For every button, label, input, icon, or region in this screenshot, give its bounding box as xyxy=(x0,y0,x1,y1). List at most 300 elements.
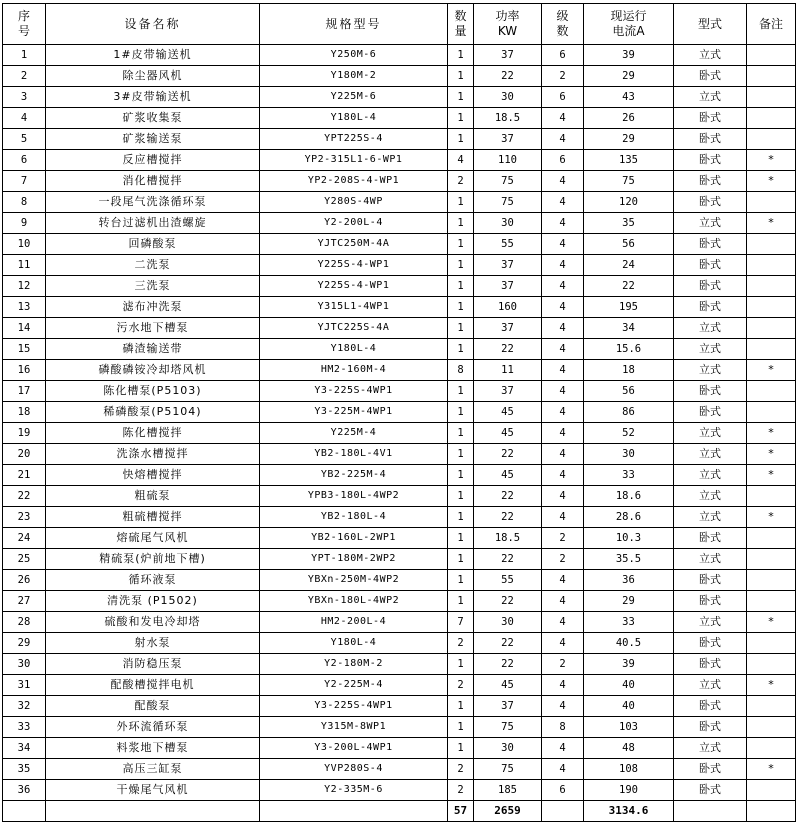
cell-mount: 卧式 xyxy=(674,696,747,717)
cell-qty: 1 xyxy=(448,507,474,528)
cell-qty: 1 xyxy=(448,381,474,402)
cell-name: 熔硫尾气风机 xyxy=(46,528,260,549)
table-row xyxy=(3,297,796,318)
cell-qty: 1 xyxy=(448,318,474,339)
cell-current: 34 xyxy=(584,318,674,339)
cell-name: 配酸槽搅拌电机 xyxy=(46,675,260,696)
cell-mount: 卧式 xyxy=(674,591,747,612)
header-mount: 型式 xyxy=(674,4,747,45)
cell-power: 37 xyxy=(474,45,542,66)
cell-qty: 2 xyxy=(448,759,474,780)
cell-qty: 2 xyxy=(448,675,474,696)
cell-poles: 4 xyxy=(542,297,584,318)
cell-power: 11 xyxy=(474,360,542,381)
cell-mount: 卧式 xyxy=(674,171,747,192)
cell-poles: 4 xyxy=(542,612,584,633)
table-row xyxy=(3,780,796,801)
cell-remark xyxy=(747,486,796,507)
cell-name: 陈化槽搅拌 xyxy=(46,423,260,444)
cell-spec: HM2-200L-4 xyxy=(260,612,448,633)
cell-poles: 4 xyxy=(542,276,584,297)
cell-poles: 4 xyxy=(542,507,584,528)
cell-name: 洗涤水槽搅拌 xyxy=(46,444,260,465)
cell-remark xyxy=(747,780,796,801)
cell-spec: YBXn-180L-4WP2 xyxy=(260,591,448,612)
cell-seq: 8 xyxy=(3,192,46,213)
cell-poles: 4 xyxy=(542,108,584,129)
cell-spec: Y2-200L-4 xyxy=(260,213,448,234)
cell-name: 消防稳压泵 xyxy=(46,654,260,675)
cell-mount: 卧式 xyxy=(674,717,747,738)
cell-spec: Y280S-4WP xyxy=(260,192,448,213)
cell-name: 陈化槽泵(P5103) xyxy=(46,381,260,402)
cell-name: 高压三缸泵 xyxy=(46,759,260,780)
cell-mount: 卧式 xyxy=(674,780,747,801)
table-row xyxy=(3,570,796,591)
table-row xyxy=(3,549,796,570)
table-row xyxy=(3,444,796,465)
cell-mount: 卧式 xyxy=(674,129,747,150)
cell-current: 56 xyxy=(584,234,674,255)
cell-spec: YVP280S-4 xyxy=(260,759,448,780)
table-row xyxy=(3,318,796,339)
header-poles: 级 数 xyxy=(542,4,584,45)
cell-spec: Y180M-2 xyxy=(260,66,448,87)
cell-power: 22 xyxy=(474,591,542,612)
cell-seq: 24 xyxy=(3,528,46,549)
cell-name: 转台过滤机出渣螺旋 xyxy=(46,213,260,234)
cell-power: 160 xyxy=(474,297,542,318)
cell-remark xyxy=(747,297,796,318)
header-qty: 数 量 xyxy=(448,4,474,45)
table-body xyxy=(3,45,796,801)
cell-qty: 7 xyxy=(448,612,474,633)
cell-spec: Y315M-8WP1 xyxy=(260,717,448,738)
cell-qty: 1 xyxy=(448,696,474,717)
cell-seq: 9 xyxy=(3,213,46,234)
cell-current: 29 xyxy=(584,129,674,150)
cell-seq: 5 xyxy=(3,129,46,150)
table-row xyxy=(3,192,796,213)
totals-row xyxy=(3,801,796,822)
cell-mount: 卧式 xyxy=(674,654,747,675)
cell-mount: 立式 xyxy=(674,360,747,381)
cell-spec: Y180L-4 xyxy=(260,339,448,360)
totals-blank xyxy=(46,801,260,822)
cell-name: 滤布冲洗泵 xyxy=(46,297,260,318)
cell-qty: 1 xyxy=(448,738,474,759)
cell-seq: 21 xyxy=(3,465,46,486)
cell-mount: 立式 xyxy=(674,423,747,444)
totals-blank xyxy=(674,801,747,822)
cell-remark xyxy=(747,192,796,213)
cell-power: 22 xyxy=(474,633,542,654)
cell-seq: 28 xyxy=(3,612,46,633)
cell-poles: 4 xyxy=(542,381,584,402)
cell-poles: 4 xyxy=(542,759,584,780)
cell-power: 37 xyxy=(474,696,542,717)
cell-mount: 立式 xyxy=(674,675,747,696)
cell-mount: 立式 xyxy=(674,549,747,570)
cell-spec: YP2-208S-4-WP1 xyxy=(260,171,448,192)
cell-seq: 20 xyxy=(3,444,46,465)
cell-seq: 3 xyxy=(3,87,46,108)
cell-mount: 卧式 xyxy=(674,108,747,129)
cell-qty: 1 xyxy=(448,528,474,549)
totals-blank xyxy=(542,801,584,822)
cell-spec: YB2-160L-2WP1 xyxy=(260,528,448,549)
cell-name: 粗硫槽搅拌 xyxy=(46,507,260,528)
cell-mount: 卧式 xyxy=(674,402,747,423)
cell-remark: * xyxy=(747,759,796,780)
cell-qty: 2 xyxy=(448,633,474,654)
cell-current: 52 xyxy=(584,423,674,444)
header-spec: 规格型号 xyxy=(260,4,448,45)
table-row xyxy=(3,591,796,612)
cell-poles: 4 xyxy=(542,633,584,654)
cell-name: 清洗泵 (P1502) xyxy=(46,591,260,612)
total-power: 2659 xyxy=(474,801,542,822)
cell-qty: 2 xyxy=(448,171,474,192)
cell-poles: 4 xyxy=(542,465,584,486)
cell-mount: 立式 xyxy=(674,507,747,528)
table-row xyxy=(3,738,796,759)
cell-spec: Y225S-4-WP1 xyxy=(260,255,448,276)
cell-seq: 19 xyxy=(3,423,46,444)
cell-power: 30 xyxy=(474,738,542,759)
cell-current: 29 xyxy=(584,66,674,87)
cell-spec: Y225M-6 xyxy=(260,87,448,108)
cell-poles: 6 xyxy=(542,150,584,171)
cell-remark xyxy=(747,570,796,591)
cell-name: 料浆地下槽泵 xyxy=(46,738,260,759)
cell-current: 35.5 xyxy=(584,549,674,570)
cell-remark xyxy=(747,402,796,423)
cell-power: 45 xyxy=(474,465,542,486)
cell-current: 120 xyxy=(584,192,674,213)
cell-current: 28.6 xyxy=(584,507,674,528)
cell-remark xyxy=(747,45,796,66)
cell-name: 一段尾气洗涤循环泵 xyxy=(46,192,260,213)
cell-mount: 卧式 xyxy=(674,66,747,87)
equipment-table xyxy=(2,3,796,822)
cell-mount: 立式 xyxy=(674,465,747,486)
cell-spec: Y2-225M-4 xyxy=(260,675,448,696)
cell-seq: 36 xyxy=(3,780,46,801)
table-row xyxy=(3,717,796,738)
cell-mount: 卧式 xyxy=(674,759,747,780)
cell-mount: 立式 xyxy=(674,87,747,108)
table-row xyxy=(3,360,796,381)
table-row xyxy=(3,507,796,528)
cell-power: 75 xyxy=(474,192,542,213)
cell-qty: 1 xyxy=(448,108,474,129)
cell-seq: 18 xyxy=(3,402,46,423)
cell-power: 18.5 xyxy=(474,108,542,129)
cell-poles: 2 xyxy=(542,549,584,570)
cell-remark: * xyxy=(747,444,796,465)
cell-qty: 1 xyxy=(448,87,474,108)
cell-current: 108 xyxy=(584,759,674,780)
cell-spec: Y225M-4 xyxy=(260,423,448,444)
cell-spec: HM2-160M-4 xyxy=(260,360,448,381)
cell-poles: 4 xyxy=(542,192,584,213)
table-row xyxy=(3,276,796,297)
cell-qty: 1 xyxy=(448,234,474,255)
cell-current: 40 xyxy=(584,696,674,717)
cell-remark xyxy=(747,129,796,150)
cell-current: 22 xyxy=(584,276,674,297)
cell-current: 39 xyxy=(584,654,674,675)
cell-poles: 4 xyxy=(542,591,584,612)
cell-current: 35 xyxy=(584,213,674,234)
cell-spec: Y180L-4 xyxy=(260,108,448,129)
table-row xyxy=(3,486,796,507)
cell-mount: 立式 xyxy=(674,612,747,633)
cell-mount: 卧式 xyxy=(674,570,747,591)
cell-remark: * xyxy=(747,675,796,696)
cell-seq: 33 xyxy=(3,717,46,738)
cell-remark xyxy=(747,276,796,297)
cell-seq: 11 xyxy=(3,255,46,276)
cell-remark: * xyxy=(747,612,796,633)
table-row xyxy=(3,612,796,633)
cell-seq: 16 xyxy=(3,360,46,381)
total-current: 3134.6 xyxy=(584,801,674,822)
cell-current: 33 xyxy=(584,465,674,486)
cell-name: 除尘器风机 xyxy=(46,66,260,87)
cell-power: 75 xyxy=(474,171,542,192)
cell-mount: 卧式 xyxy=(674,150,747,171)
cell-power: 37 xyxy=(474,129,542,150)
cell-qty: 1 xyxy=(448,45,474,66)
cell-qty: 1 xyxy=(448,192,474,213)
cell-remark: * xyxy=(747,465,796,486)
cell-poles: 4 xyxy=(542,696,584,717)
header-name: 设备名称 xyxy=(46,4,260,45)
table-row xyxy=(3,402,796,423)
cell-spec: Y3-200L-4WP1 xyxy=(260,738,448,759)
cell-spec: Y3-225M-4WP1 xyxy=(260,402,448,423)
cell-current: 75 xyxy=(584,171,674,192)
cell-mount: 卧式 xyxy=(674,381,747,402)
cell-name: 矿浆收集泵 xyxy=(46,108,260,129)
cell-spec: YB2-180L-4V1 xyxy=(260,444,448,465)
header-seq: 序 号 xyxy=(3,4,46,45)
cell-qty: 1 xyxy=(448,423,474,444)
cell-current: 15.6 xyxy=(584,339,674,360)
cell-poles: 4 xyxy=(542,360,584,381)
cell-current: 30 xyxy=(584,444,674,465)
cell-name: 磷酸磷铵冷却塔风机 xyxy=(46,360,260,381)
cell-poles: 6 xyxy=(542,780,584,801)
cell-current: 135 xyxy=(584,150,674,171)
cell-current: 39 xyxy=(584,45,674,66)
cell-name: 精硫泵(炉前地下槽) xyxy=(46,549,260,570)
table-row xyxy=(3,66,796,87)
cell-power: 22 xyxy=(474,66,542,87)
cell-current: 18.6 xyxy=(584,486,674,507)
cell-seq: 15 xyxy=(3,339,46,360)
cell-seq: 27 xyxy=(3,591,46,612)
cell-name: 稀磷酸泵(P5104) xyxy=(46,402,260,423)
table-row xyxy=(3,87,796,108)
cell-power: 45 xyxy=(474,402,542,423)
totals-blank xyxy=(260,801,448,822)
cell-power: 110 xyxy=(474,150,542,171)
cell-qty: 1 xyxy=(448,549,474,570)
cell-name: 干燥尾气风机 xyxy=(46,780,260,801)
cell-qty: 1 xyxy=(448,444,474,465)
header-current: 现运行 电流A xyxy=(584,4,674,45)
cell-name: 矿浆输送泵 xyxy=(46,129,260,150)
cell-poles: 4 xyxy=(542,255,584,276)
cell-current: 43 xyxy=(584,87,674,108)
cell-current: 190 xyxy=(584,780,674,801)
cell-poles: 4 xyxy=(542,171,584,192)
totals-blank xyxy=(747,801,796,822)
cell-spec: YBXn-250M-4WP2 xyxy=(260,570,448,591)
cell-mount: 立式 xyxy=(674,444,747,465)
cell-poles: 4 xyxy=(542,129,584,150)
cell-poles: 4 xyxy=(542,234,584,255)
table-row xyxy=(3,108,796,129)
cell-remark xyxy=(747,234,796,255)
cell-spec: YPT-180M-2WP2 xyxy=(260,549,448,570)
cell-remark: * xyxy=(747,213,796,234)
cell-qty: 4 xyxy=(448,150,474,171)
table-row xyxy=(3,171,796,192)
cell-spec: Y225S-4-WP1 xyxy=(260,276,448,297)
cell-remark xyxy=(747,318,796,339)
cell-current: 10.3 xyxy=(584,528,674,549)
cell-seq: 30 xyxy=(3,654,46,675)
cell-qty: 1 xyxy=(448,255,474,276)
cell-mount: 立式 xyxy=(674,318,747,339)
cell-poles: 6 xyxy=(542,87,584,108)
cell-poles: 4 xyxy=(542,318,584,339)
table-row xyxy=(3,213,796,234)
cell-power: 22 xyxy=(474,654,542,675)
cell-poles: 2 xyxy=(542,66,584,87)
cell-name: 二洗泵 xyxy=(46,255,260,276)
cell-qty: 1 xyxy=(448,402,474,423)
cell-power: 22 xyxy=(474,549,542,570)
cell-power: 45 xyxy=(474,675,542,696)
cell-power: 75 xyxy=(474,717,542,738)
cell-poles: 2 xyxy=(542,654,584,675)
cell-power: 18.5 xyxy=(474,528,542,549)
cell-spec: Y180L-4 xyxy=(260,633,448,654)
cell-spec: YB2-180L-4 xyxy=(260,507,448,528)
cell-mount: 卧式 xyxy=(674,528,747,549)
cell-mount: 卧式 xyxy=(674,192,747,213)
table-row xyxy=(3,234,796,255)
cell-remark xyxy=(747,738,796,759)
cell-spec: YP2-315L1-6-WP1 xyxy=(260,150,448,171)
cell-mount: 立式 xyxy=(674,45,747,66)
cell-current: 40 xyxy=(584,675,674,696)
cell-remark xyxy=(747,549,796,570)
cell-power: 30 xyxy=(474,213,542,234)
cell-remark xyxy=(747,87,796,108)
cell-current: 56 xyxy=(584,381,674,402)
cell-seq: 7 xyxy=(3,171,46,192)
table-row xyxy=(3,255,796,276)
cell-remark xyxy=(747,696,796,717)
cell-power: 30 xyxy=(474,87,542,108)
cell-name: 1#皮带输送机 xyxy=(46,45,260,66)
cell-seq: 29 xyxy=(3,633,46,654)
cell-seq: 12 xyxy=(3,276,46,297)
cell-seq: 31 xyxy=(3,675,46,696)
cell-name: 3#皮带输送机 xyxy=(46,87,260,108)
cell-current: 103 xyxy=(584,717,674,738)
table-row xyxy=(3,381,796,402)
table-row xyxy=(3,339,796,360)
cell-current: 48 xyxy=(584,738,674,759)
cell-seq: 35 xyxy=(3,759,46,780)
cell-power: 37 xyxy=(474,381,542,402)
cell-remark: * xyxy=(747,150,796,171)
cell-mount: 立式 xyxy=(674,213,747,234)
cell-remark xyxy=(747,654,796,675)
cell-poles: 4 xyxy=(542,444,584,465)
cell-current: 26 xyxy=(584,108,674,129)
cell-name: 快熔槽搅拌 xyxy=(46,465,260,486)
cell-spec: Y315L1-4WP1 xyxy=(260,297,448,318)
table-row xyxy=(3,633,796,654)
cell-seq: 23 xyxy=(3,507,46,528)
cell-seq: 6 xyxy=(3,150,46,171)
cell-remark xyxy=(747,381,796,402)
cell-qty: 1 xyxy=(448,654,474,675)
cell-power: 185 xyxy=(474,780,542,801)
cell-name: 配酸泵 xyxy=(46,696,260,717)
table-row xyxy=(3,759,796,780)
cell-name: 循环液泵 xyxy=(46,570,260,591)
cell-current: 40.5 xyxy=(584,633,674,654)
cell-poles: 4 xyxy=(542,213,584,234)
cell-mount: 卧式 xyxy=(674,234,747,255)
cell-mount: 卧式 xyxy=(674,297,747,318)
table-row xyxy=(3,45,796,66)
cell-power: 30 xyxy=(474,612,542,633)
cell-spec: YJTC225S-4A xyxy=(260,318,448,339)
cell-seq: 17 xyxy=(3,381,46,402)
cell-remark xyxy=(747,528,796,549)
cell-spec: Y2-180M-2 xyxy=(260,654,448,675)
table-row xyxy=(3,654,796,675)
cell-name: 反应槽搅拌 xyxy=(46,150,260,171)
cell-spec: Y3-225S-4WP1 xyxy=(260,696,448,717)
cell-poles: 8 xyxy=(542,717,584,738)
cell-seq: 4 xyxy=(3,108,46,129)
cell-name: 磷渣输送带 xyxy=(46,339,260,360)
cell-remark xyxy=(747,339,796,360)
cell-qty: 1 xyxy=(448,129,474,150)
total-qty: 57 xyxy=(448,801,474,822)
cell-remark xyxy=(747,717,796,738)
cell-power: 22 xyxy=(474,507,542,528)
cell-poles: 6 xyxy=(542,45,584,66)
table-row xyxy=(3,150,796,171)
cell-poles: 4 xyxy=(542,675,584,696)
cell-remark xyxy=(747,66,796,87)
cell-power: 37 xyxy=(474,255,542,276)
cell-mount: 立式 xyxy=(674,339,747,360)
cell-seq: 1 xyxy=(3,45,46,66)
